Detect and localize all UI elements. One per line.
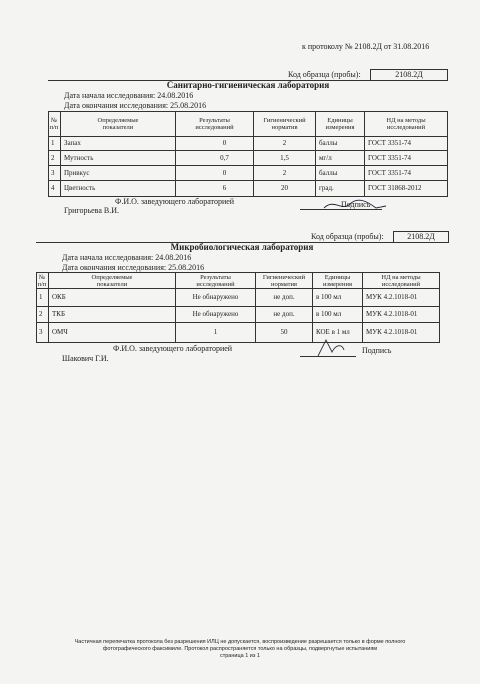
signature-label: Подпись <box>362 346 392 355</box>
col-header: № п/п <box>49 117 59 131</box>
method-value: МУК 4.2.1018-01 <box>366 310 418 318</box>
result-value: 6 <box>222 183 227 192</box>
start-date: Дата начала исследования: 24.08.2016 <box>64 91 194 100</box>
col-header: НД на методы исследований <box>381 273 421 288</box>
section-title: Микробиологическая лаборатория <box>170 242 314 252</box>
col-header: Определяемые показатели <box>97 117 139 131</box>
col-header: Определяемые показатели <box>91 273 133 288</box>
indicator-name: Цветность <box>64 183 96 192</box>
row-number: 1 <box>39 293 43 301</box>
row-number: 4 <box>51 183 55 192</box>
sample-code-value: 2108.2Д <box>407 232 435 241</box>
indicator-name: ОМЧ <box>52 327 68 336</box>
sample-code-label: Код образца (пробы): <box>288 70 361 79</box>
footer-line: Частичная перепечатка протокола без разрешения ИЛЦ не допускается, воспроизведение разрешается только в форме полного <box>74 639 406 645</box>
unit-value: баллы <box>319 139 338 147</box>
method-value: ГОСТ 3351-74 <box>368 153 412 162</box>
method-value: ГОСТ 3351-74 <box>368 168 412 177</box>
head-name: Шакович Г.И. <box>62 354 109 363</box>
head-label: Ф.И.О. заведующего лабораторией <box>115 197 235 206</box>
result-value: 0 <box>222 139 227 147</box>
norm-value: 50 <box>280 327 288 336</box>
head-label: Ф.И.О. заведующего лабораторией <box>113 344 233 353</box>
unit-value: град. <box>319 183 334 192</box>
row-number: 2 <box>51 153 55 162</box>
indicator-name: ОКБ <box>52 293 66 301</box>
norm-value: не доп. <box>273 293 295 301</box>
col-header: Результаты исследований <box>195 117 234 131</box>
col-header: Гигиенический норматив <box>263 117 306 131</box>
start-date: Дата начала исследования: 24.08.2016 <box>62 253 192 262</box>
norm-value: не доп. <box>273 310 295 318</box>
col-header: Единицы измерения <box>322 273 353 288</box>
indicator-name: Мутность <box>64 153 94 162</box>
method-value: ГОСТ 3351-74 <box>368 139 412 147</box>
result-value: Не обнаружено <box>192 293 239 301</box>
col-header: НД на методы исследований <box>386 117 426 131</box>
result-value: 0 <box>222 168 227 177</box>
row-number: 3 <box>39 327 43 336</box>
page-number: страница 1 из 1 <box>219 653 260 659</box>
unit-value: баллы <box>319 168 338 177</box>
norm-value: 1,5 <box>280 153 289 162</box>
method-value: МУК 4.2.1018-01 <box>366 293 418 301</box>
col-header: Единицы измерения <box>325 117 355 131</box>
norm-value: 2 <box>282 139 287 147</box>
result-value: Не обнаружено <box>192 310 239 318</box>
indicator-name: ТКБ <box>52 310 65 318</box>
result-value: 1 <box>213 327 218 336</box>
col-header: Гигиенический норматив <box>262 273 306 288</box>
col-header: № п/п <box>37 273 47 288</box>
sample-code-label: Код образца (пробы): <box>311 232 384 241</box>
row-number: 3 <box>51 168 55 177</box>
sample-code-value: 2108.2Д <box>395 70 423 79</box>
end-date: Дата окончания исследования: 25.08.2016 <box>62 263 205 272</box>
col-header: Результаты исследований <box>196 273 235 288</box>
row-number: 1 <box>51 139 55 147</box>
norm-value: 2 <box>282 168 287 177</box>
unit-value: в 100 мл <box>316 310 342 318</box>
signature-mark <box>312 336 352 360</box>
unit-value: в 100 мл <box>316 293 342 301</box>
unit-value: КОЕ в 1 мл <box>316 327 350 336</box>
end-date: Дата окончания исследования: 25.08.2016 <box>64 101 207 110</box>
method-value: МУК 4.2.1018-01 <box>366 327 418 336</box>
method-value: ГОСТ 31868-2012 <box>368 183 422 192</box>
protocol-reference: к протоколу № 2108.2Д от 31.08.2016 <box>302 42 430 51</box>
indicator-name: Запах <box>64 139 81 147</box>
head-name: Григорьева В.И. <box>64 206 120 215</box>
signature-label: Подпись <box>341 200 371 209</box>
row-number: 2 <box>39 310 43 318</box>
signature-mark <box>320 196 390 214</box>
norm-value: 20 <box>281 183 288 192</box>
indicator-name: Привкус <box>64 168 90 177</box>
footer-line: фотографического факсимиле. Протокол распространяется только на образцы, подвергнутые испытаниям <box>102 646 378 652</box>
result-value: 0,7 <box>220 153 229 162</box>
section-title: Санитарно-гигиеническая лаборатория <box>166 80 330 90</box>
unit-value: мг/л <box>319 153 332 162</box>
